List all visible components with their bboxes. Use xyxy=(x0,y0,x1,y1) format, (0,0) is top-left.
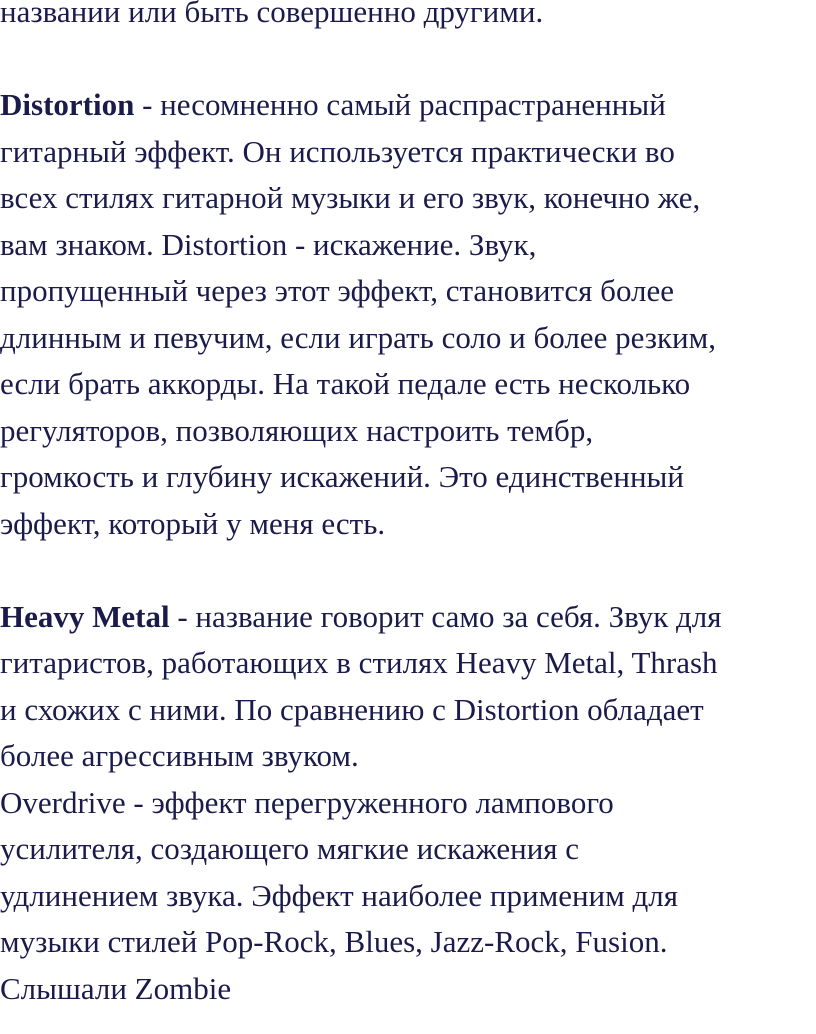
heavy-metal-term: Heavy Metal xyxy=(0,598,170,634)
overdrive-line: Overdrive - эффект перегруженного лампового xyxy=(0,784,614,820)
heavy-metal-line-text: - название говорит само за себя. Звук для xyxy=(169,598,722,634)
overdrive-paragraph xyxy=(0,780,816,1013)
paragraph-spacer xyxy=(0,36,816,83)
heavy-metal-first-line xyxy=(0,594,816,641)
distortion-paragraph xyxy=(0,82,816,547)
paragraph-spacer xyxy=(0,547,816,594)
distortion-line: регуляторов, позволяющих настроить тембр, xyxy=(0,412,594,448)
distortion-line: длинным и певучим, если играть соло и более резким, xyxy=(0,319,716,355)
distortion-line: пропущенный через этот эффект, становится более xyxy=(0,273,675,308)
heavy-metal-paragraph xyxy=(0,594,816,780)
overdrive-line: Слышали Zombie xyxy=(0,970,232,1006)
overdrive-line: музыки стилей Pop-Rock, Blues, Jazz-Rock, Fusion. xyxy=(0,924,668,959)
distortion-line-text: - несомненно самый распрастраненный xyxy=(134,87,666,122)
heavy-metal-line: более агрессивным звуком. xyxy=(0,738,359,773)
distortion-line: эффект, который у меня есть. xyxy=(0,505,386,541)
heavy-metal-line: и схожих с ними. По сравнению с Distortion обладает xyxy=(0,691,704,727)
overdrive-line: усилителя, создающего мягкие искажения с xyxy=(0,831,580,866)
intro-line: названии или быть совершенно другими. xyxy=(0,0,544,29)
distortion-line: если брать аккорды. На такой педале есть несколько xyxy=(0,366,691,401)
overdrive-line: удлинением звука. Эффект наиболее применим для xyxy=(0,877,679,913)
distortion-line: вам знаком. Distortion - искажение. Звук, xyxy=(0,226,537,262)
distortion-first-line xyxy=(0,82,816,129)
distortion-line: громкость и глубину искажений. Это единственный xyxy=(0,459,684,494)
distortion-term: Distortion xyxy=(0,87,135,122)
distortion-line: гитарный эффект. Он используется практически во xyxy=(0,133,675,169)
distortion-line: всех стилях гитарной музыки и его звук, конечно же, xyxy=(0,180,701,215)
heavy-metal-line: гитаристов, работающих в стилях Heavy Metal, Thrash xyxy=(0,645,718,680)
